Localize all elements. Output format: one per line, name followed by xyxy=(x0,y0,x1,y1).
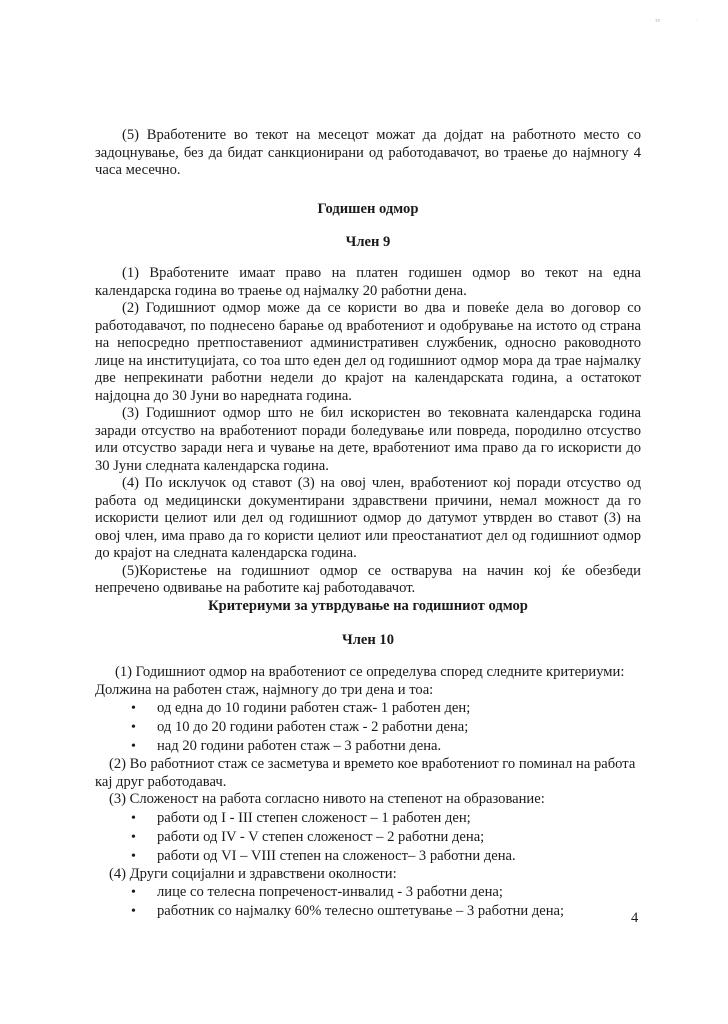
scan-mark: те xyxy=(655,18,661,24)
article-10-seniority-intro: Должина на работен стаж, најмногу до три дена и тоа: xyxy=(95,681,434,698)
article-10-paragraph-2: (2) Во работниот стаж се засметува и времето кое вработениот го поминал на работа кај друг работодавач. xyxy=(95,756,636,790)
complexity-list xyxy=(95,809,655,866)
seniority-list xyxy=(95,699,655,756)
intro-paragraph: (5) Вработените во текот на месецот можат да дојдат на работното место со задоцнување, без да бидат санкционирани од работодавачот, во траење до најмногу 4 часа месечно. xyxy=(95,127,641,178)
section-heading-block xyxy=(95,597,641,615)
article-9-paragraph-2: (2) Годишниот одмор може да се користи во два и повеќе дела во договор со работодавачот, по поднесено барање од вработениот и одобрување на истото од страна на непосредно претпоставениот административен службеник, односно раководното лице на институцијата, со тоа што еден дел од годишниот одмор мора да трае најмалку две непрекинати работни недели до крајот на календарската година, а остатокот најдоцна до 30 Јуни во наредната година. xyxy=(95,300,641,404)
article-9-paragraph-3: (3) Годишниот одмор што не бил искористен во тековната календарска година заради отсуство на вработениот поради боледување или повреда, породилно отсуство или отсуство заради нега и чување на дете, вработениот има право да го искористи до 30 Јуни следната календарска година. xyxy=(95,405,641,474)
article-10-paragraph-4: (4) Други социјални и здравствени околности: xyxy=(109,865,397,882)
list-item: • работи од IV - V степен сложеност – 2 работни дена; xyxy=(95,828,655,847)
article-9-paragraph-1: (1) Вработените имаат право на платен годишен одмор во текот на една календарска година во траење од најмалку 20 работни дена. xyxy=(95,265,641,299)
scan-mark: · xyxy=(696,18,698,24)
list-item: • од една до 10 години работен стаж- 1 работен ден; xyxy=(95,699,655,718)
article-10-body xyxy=(95,664,655,921)
list-item: • лице со телесна попреченост-инвалид - 3 работни дена; xyxy=(95,883,655,902)
section-heading-block xyxy=(95,200,641,218)
list-item: • работи од VI – VIII степен на сложеност– 3 работни дена. xyxy=(95,847,655,866)
list-item: • работник со најмалку 60% телесно оштетување – 3 работни дена; xyxy=(95,902,655,921)
article-10-paragraph-1: (1) Годишниот одмор на вработениот се определува според следните критериуми: xyxy=(115,664,625,680)
article-10-paragraph-3: (3) Сложеност на работа согласно нивото на степенот на образование: xyxy=(109,791,545,807)
intro-paragraph-block xyxy=(95,127,641,180)
article-9-paragraph-5: (5)Користење на годишниот одмор се остварува на начин кој ќе обезбеди непречено одвивање на работите кај работодавачот. xyxy=(95,562,641,596)
article-heading-10: Член 10 xyxy=(341,632,395,648)
article-heading-9: Член 9 xyxy=(345,234,391,250)
page-number: 4 xyxy=(631,910,639,926)
article-9-body xyxy=(95,265,641,598)
section-heading-criteria: Критериуми за утврдување на годишниот одмор xyxy=(208,598,528,614)
list-item: • од 10 до 20 години работен стаж - 2 работни дена; xyxy=(95,718,655,737)
article-heading-block xyxy=(95,233,641,251)
article-heading-block xyxy=(95,631,641,649)
list-item: • работи од I - III степен сложеност – 1 работен ден; xyxy=(95,809,655,828)
social-list xyxy=(95,883,655,921)
article-9-paragraph-4: (4) По исклучок од ставот (3) на овој член, вработениот кој поради отсуство од работа од медицински документирани здравствени причини, немал можност да го искористи целиот или дел од годишниот одмор до датумот утврден во ставот (3) на овој член, има право да го користи целиот или преостанатиот дел од годишниот одмор до крајот на следната календарска година. xyxy=(95,475,641,561)
list-item: • над 20 години работен стаж – 3 работни дена. xyxy=(95,737,655,756)
section-heading-annual-leave: Годишен одмор xyxy=(317,201,419,217)
